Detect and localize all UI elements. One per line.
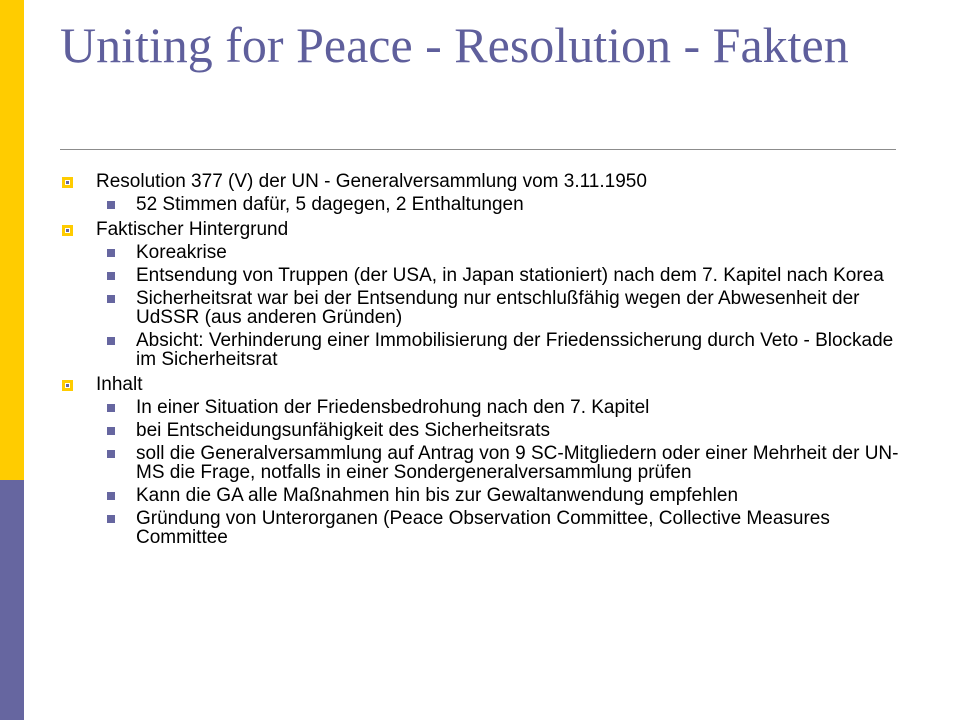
- sub-bullet-text: In einer Situation der Friedensbedrohung nach den 7. Kapitel: [136, 397, 650, 418]
- bullet-text: Resolution 377 (V) der UN - Generalversammlung vom 3.11.1950: [96, 171, 647, 192]
- side-bar-yellow: [0, 0, 24, 480]
- bullet-item-level2: [60, 289, 910, 327]
- filled-square-bullet-icon: [107, 337, 115, 345]
- filled-square-bullet-icon: [107, 295, 115, 303]
- bullet-item-level2: [60, 509, 910, 547]
- bullet-item-level1: [60, 373, 910, 396]
- bullet-item-level2: [60, 331, 910, 369]
- bullet-item-level2: [60, 266, 910, 285]
- filled-square-bullet-icon: [107, 249, 115, 257]
- sub-bullet-text: Kann die GA alle Maßnahmen hin bis zur Gewaltanwendung empfehlen: [136, 485, 739, 506]
- square-bullet-icon: [62, 380, 73, 391]
- sub-bullet-text: 52 Stimmen dafür, 5 dagegen, 2 Enthaltungen: [136, 194, 524, 215]
- title-divider: [60, 149, 896, 150]
- filled-square-bullet-icon: [107, 450, 115, 458]
- bullet-item-level2: [60, 486, 910, 505]
- sub-bullet-text: Entsendung von Truppen (der USA, in Japan stationiert) nach dem 7. Kapitel nach Korea: [136, 265, 884, 286]
- bullet-text: Faktischer Hintergrund: [96, 219, 289, 240]
- filled-square-bullet-icon: [107, 492, 115, 500]
- sub-bullet-text: Sicherheitsrat war bei der Entsendung nur entschlußfähig wegen der Abwesenheit der UdSSR (aus anderen Gründen): [136, 288, 860, 328]
- bullet-item-level2: [60, 195, 910, 214]
- bullet-item-level2: [60, 421, 910, 440]
- filled-square-bullet-icon: [107, 201, 115, 209]
- sub-bullet-text: bei Entscheidungsunfähigkeit des Sicherheitsrats: [136, 420, 551, 441]
- bullet-text: Inhalt: [96, 374, 143, 395]
- bullet-item-level1: [60, 170, 910, 193]
- sub-bullet-text: Koreakrise: [136, 242, 227, 263]
- sub-bullet-text: soll die Generalversammlung auf Antrag von 9 SC-Mitgliedern oder einer Mehrheit der UN-MS die Frage, notfalls in einer Sondergeneralversammlung prüfen: [136, 443, 899, 483]
- bullet-item-level1: [60, 218, 910, 241]
- side-bar-purple: [0, 480, 24, 720]
- square-bullet-icon: [62, 225, 73, 236]
- filled-square-bullet-icon: [107, 404, 115, 412]
- bullet-item-level2: [60, 398, 910, 417]
- filled-square-bullet-icon: [107, 427, 115, 435]
- slide-content: [60, 170, 910, 551]
- filled-square-bullet-icon: [107, 272, 115, 280]
- filled-square-bullet-icon: [107, 515, 115, 523]
- square-bullet-icon: [62, 177, 73, 188]
- bullet-item-level2: [60, 444, 910, 482]
- bullet-item-level2: [60, 243, 910, 262]
- sub-bullet-text: Gründung von Unterorganen (Peace Observation Committee, Collective Measures Committee: [136, 508, 830, 548]
- slide-title: Uniting for Peace - Resolution - Fakten: [60, 17, 849, 73]
- sub-bullet-text: Absicht: Verhinderung einer Immobilisierung der Friedenssicherung durch Veto - Blockade im Sicherheitsrat: [136, 330, 894, 370]
